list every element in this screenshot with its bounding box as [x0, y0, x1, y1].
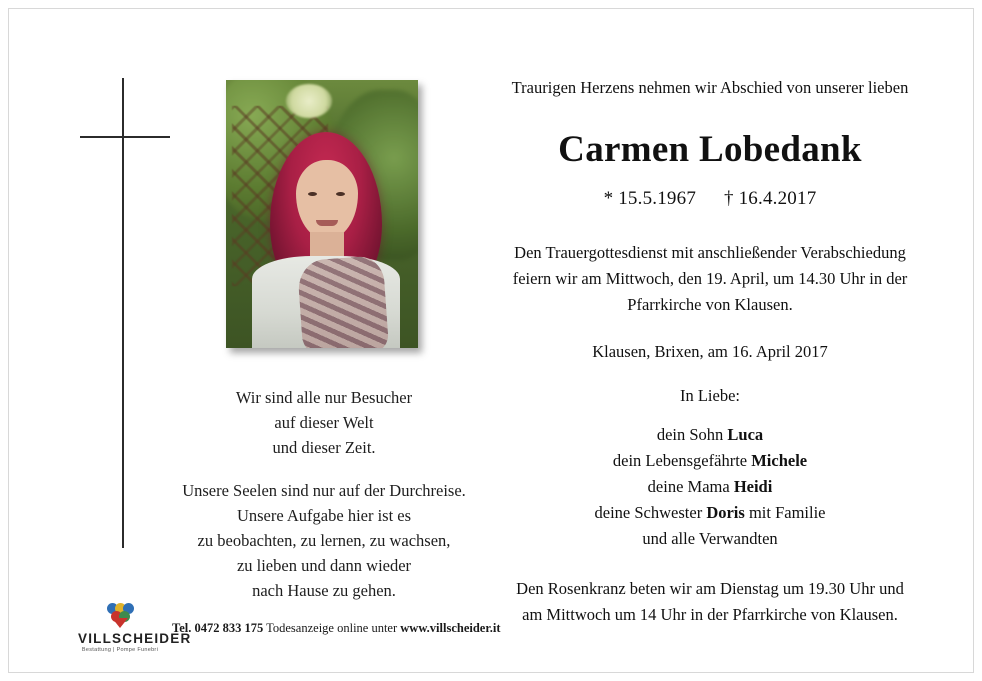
christian-cross-icon: [80, 78, 170, 548]
family-prefix: dein Sohn: [656, 425, 728, 444]
family-member: [500, 474, 920, 500]
funeral-home-logo: [78, 603, 192, 655]
memorial-text-column: [500, 76, 920, 628]
family-suffix: mit Familie: [744, 503, 826, 522]
poem-line: nach Hause zu gehen.: [252, 581, 396, 600]
sky-highlight: [286, 84, 332, 118]
poem-line: Wir sind alle nur Besucher: [235, 388, 413, 407]
family-list: [500, 422, 920, 552]
family-member: [500, 526, 920, 552]
service-line: feiern wir am Mittwoch, den 19. April, um 14.30 Uhr in der: [512, 269, 908, 288]
poem-line: Unsere Seelen sind nur auf der Durchreise.: [182, 481, 466, 500]
family-name: Doris: [706, 503, 745, 522]
portrait-photo-image: [226, 80, 418, 348]
poem-line: auf dieser Welt: [274, 413, 374, 432]
family-prefix: dein Lebensgefährte: [612, 451, 752, 470]
poem-line: zu lieben und dann wieder: [236, 556, 412, 575]
portrait-photo: [226, 80, 418, 348]
service-line: Den Trauergottesdienst mit anschließender Verabschiedung: [514, 243, 906, 262]
family-member: [500, 448, 920, 474]
rosary-line: am Mittwoch um 14 Uhr in der Pfarrkirche von Klausen.: [522, 605, 898, 624]
family-prefix: deine Mama: [647, 477, 734, 496]
place-and-date: Klausen, Brixen, am 16. April 2017: [592, 342, 828, 361]
logo-company-name: VILLSCHEIDER: [78, 631, 192, 646]
eye-left: [308, 192, 317, 196]
family-name: Michele: [751, 451, 808, 470]
death-date: 16.4.2017: [738, 188, 817, 209]
family-member: [500, 500, 920, 526]
cross-horizontal-bar: [80, 136, 170, 138]
birth-date: 15.5.1967: [618, 188, 697, 209]
life-dates: [500, 188, 920, 210]
footer-phone: Tel. 0472 833 175: [172, 620, 264, 635]
family-name: Heidi: [733, 477, 773, 496]
footer-url[interactable]: www.villscheider.it: [400, 620, 501, 635]
logo-tagline: Bestattung | Pompe Funebri: [81, 647, 159, 653]
crest-icon: [105, 603, 135, 629]
memorial-poem: [176, 385, 472, 603]
family-prefix: deine Schwester: [594, 503, 707, 522]
footer-notice: Todesanzeige online unter: [266, 620, 401, 635]
rosary-announcement: [500, 576, 920, 628]
in-love-label: In Liebe:: [679, 386, 740, 405]
death-symbol: †: [723, 188, 734, 209]
poem-line: zu beobachten, zu lernen, zu wachsen,: [197, 531, 451, 550]
poem-stanza-1: [176, 385, 472, 460]
service-announcement: [500, 240, 920, 318]
mouth: [316, 220, 338, 226]
eye-right: [336, 192, 345, 196]
footer: [78, 603, 501, 655]
poem-line: und dieser Zeit.: [272, 438, 376, 457]
family-prefix: und alle Verwandten: [642, 529, 778, 548]
poem-stanza-2: [176, 478, 472, 603]
memorial-intro: Traurigen Herzens nehmen wir Abschied von unserer lieben: [511, 78, 909, 97]
rosary-line: Den Rosenkranz beten wir am Dienstag um 19.30 Uhr und: [516, 579, 904, 598]
crest-shield: [112, 618, 128, 628]
deceased-name: Carmen Lobedank: [558, 129, 862, 170]
family-name: Luca: [727, 425, 764, 444]
cross-vertical-bar: [122, 78, 124, 548]
poem-line: Unsere Aufgabe hier ist es: [236, 506, 412, 525]
family-member: [500, 422, 920, 448]
service-line: Pfarrkirche von Klausen.: [627, 295, 793, 314]
scarf: [297, 255, 389, 348]
footer-contact: [172, 621, 501, 638]
birth-symbol: *: [603, 188, 614, 209]
